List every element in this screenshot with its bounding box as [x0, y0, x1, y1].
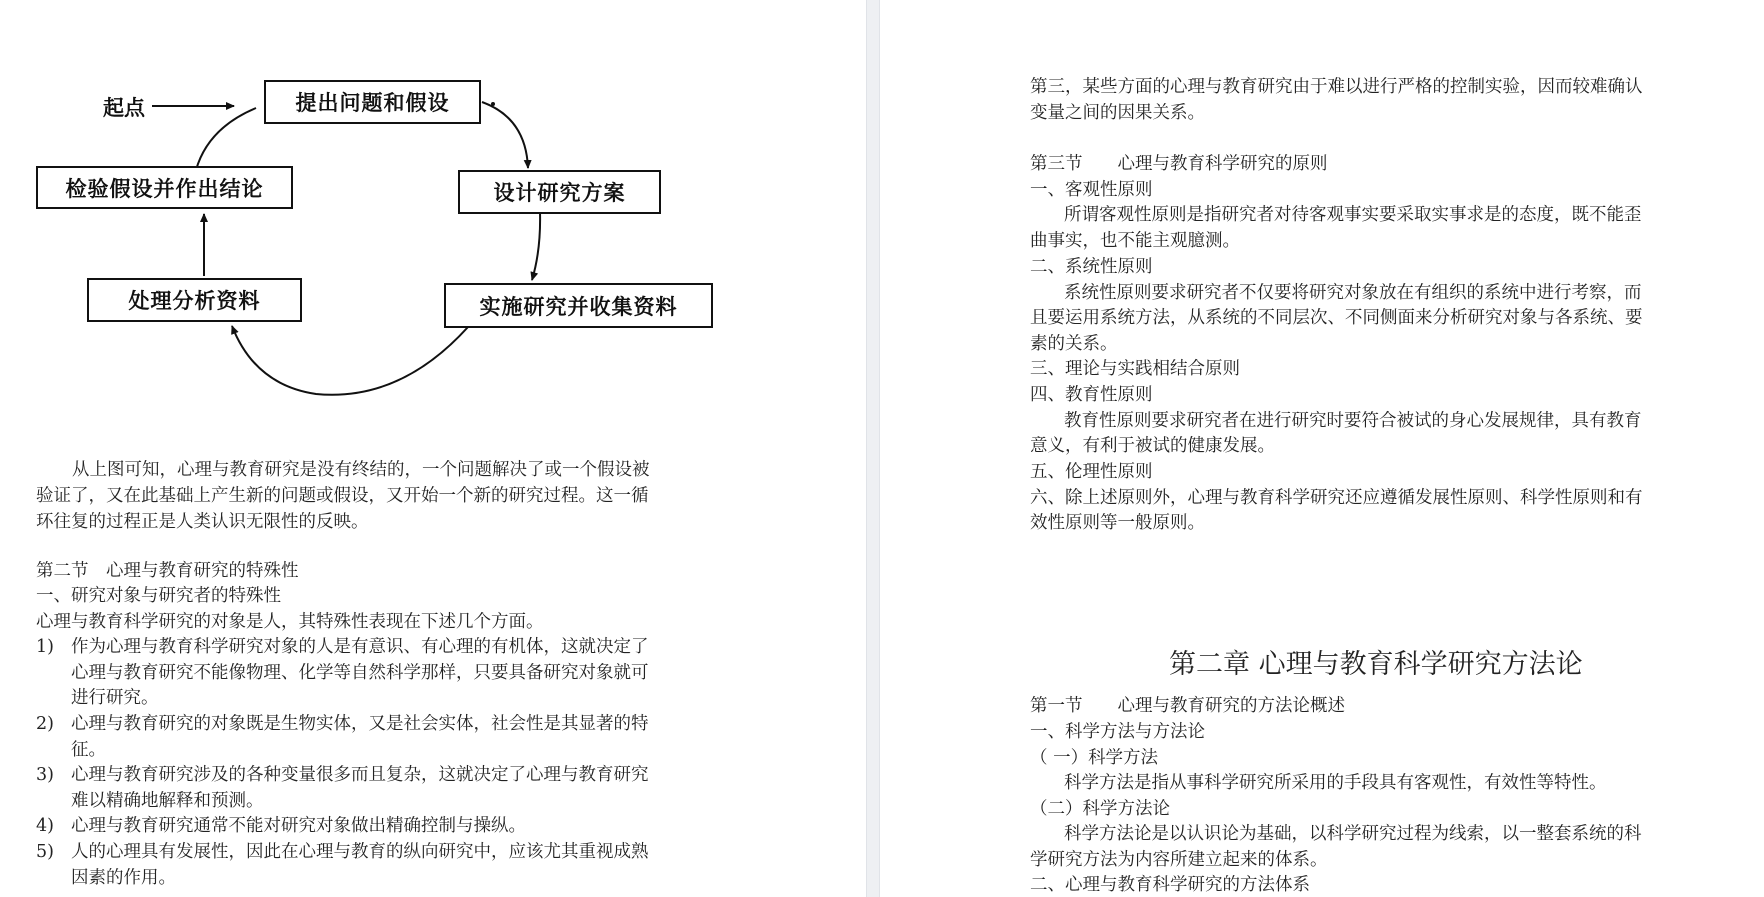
chapter-title: 第二章 心理与教育科学研究方法论 [1169, 649, 1583, 680]
principle-title: 四、教育性原则 [1030, 385, 1153, 405]
list-item-line: 进行研究。 [71, 688, 159, 708]
arrow-verify-to-question [196, 108, 256, 170]
list-item-line: 心理与教育研究涉及的各种变量很多而且复杂，这就决定了心理与教育研究 [71, 765, 649, 785]
list-number: 2) [36, 714, 54, 734]
section-title: 第二节 心理与教育研究的特殊性 [36, 561, 299, 581]
subsection-title: 一、研究对象与研究者的特殊性 [36, 586, 281, 606]
document-page-left [0, 0, 866, 897]
intro-text: 心理与教育科学研究的对象是人，其特殊性表现在下述几个方面。 [36, 612, 544, 632]
body-line: 教育性原则要求研究者在进行研究时要符合被试的身心发展规律，具有教育 [1064, 411, 1642, 431]
list-number: 4) [36, 816, 54, 836]
paragraph-line: 环往复的过程正是人类认识无限性的反映。 [36, 512, 369, 532]
page-separator [866, 0, 880, 897]
section-title: 第一节 心理与教育研究的方法论概述 [1030, 696, 1345, 716]
box-propose-question: 提出问题和假设 [264, 80, 481, 124]
list-item-line: 人的心理具有发展性，因此在心理与教育的纵向研究中，应该尤其重视成熟 [71, 842, 649, 862]
body-line: 系统性原则要求研究者不仅要将研究对象放在有组织的系统中进行考察，而 [1064, 283, 1642, 303]
diagram-arrows [0, 0, 866, 440]
subsection-title: （ 一）科学方法 [1030, 748, 1159, 768]
arrow-top-to-design [482, 102, 528, 168]
body-line: 变量之间的因果关系。 [1030, 103, 1205, 123]
arrow-design-to-implement [532, 212, 540, 280]
list-item-line: 难以精确地解释和预测。 [71, 791, 264, 811]
list-number: 5) [36, 842, 54, 862]
body-line: 学研究方法为内容所建立起来的体系。 [1030, 850, 1328, 870]
body-line: 效性原则等一般原则。 [1030, 513, 1205, 533]
box-design-plan: 设计研究方案 [458, 170, 661, 214]
research-cycle-diagram [0, 0, 866, 440]
principle-title: 三、理论与实践相结合原则 [1030, 359, 1240, 379]
body-line: 科学方法是指从事科学研究所采用的手段具有客观性，有效性等特性。 [1064, 773, 1607, 793]
body-line: 且要运用系统方法，从系统的不同层次、不同侧面来分析研究对象与各系统、要 [1030, 308, 1643, 328]
list-item-line: 心理与教育研究的对象既是生物实体，又是社会实体，社会性是其显著的特 [71, 714, 649, 734]
list-item-line: 心理与教育研究通常不能对研究对象做出精确控制与操纵。 [71, 816, 526, 836]
body-line: 六、除上述原则外，心理与教育科学研究还应遵循发展性原则、科学性原则和有 [1030, 488, 1643, 508]
box-analyze-data: 处理分析资料 [87, 278, 302, 322]
principle-title: 一、客观性原则 [1030, 180, 1153, 200]
list-number: 1) [36, 637, 54, 657]
body-line: 素的关系。 [1030, 334, 1118, 354]
paragraph-line: 从上图可知，心理与教育研究是没有终结的，一个问题解决了或一个假设被 [72, 460, 650, 480]
body-line: 科学方法论是以认识论为基础，以科学研究过程为线索，以一整套系统的科 [1064, 824, 1642, 844]
paragraph-line: 验证了，又在此基础上产生新的问题或假设，又开始一个新的研究过程。这一循 [36, 486, 649, 506]
subsection-title: （二）科学方法论 [1030, 799, 1170, 819]
start-label: 起点 [103, 96, 145, 120]
section-title: 第三节 心理与教育科学研究的原则 [1030, 154, 1328, 174]
box-implement-collect: 实施研究并收集资料 [444, 283, 713, 328]
principle-title: 五、伦理性原则 [1030, 462, 1153, 482]
body-line: 意义，有利于被试的健康发展。 [1030, 436, 1275, 456]
arrow-implement-to-analyze [232, 326, 468, 395]
body-line: 曲事实，也不能主观臆测。 [1030, 231, 1240, 251]
list-item-line: 征。 [71, 740, 106, 760]
list-item-line: 因素的作用。 [71, 868, 176, 888]
subsection-title: 一、科学方法与方法论 [1030, 722, 1205, 742]
body-line: 第三，某些方面的心理与教育研究由于难以进行严格的控制实验，因而较难确认 [1030, 77, 1643, 97]
subsection-title: 二、心理与教育科学研究的方法体系 [1030, 875, 1310, 895]
document-page-right [880, 0, 1764, 897]
list-item-line: 作为心理与教育科学研究对象的人是有意识、有心理的有机体，这就决定了 [71, 637, 649, 657]
principle-title: 二、系统性原则 [1030, 257, 1153, 277]
body-line: 所谓客观性原则是指研究者对待客观事实要采取实事求是的态度，既不能歪 [1064, 205, 1642, 225]
box-verify-conclude: 检验假设并作出结论 [36, 166, 293, 209]
list-number: 3) [36, 765, 54, 785]
list-item-line: 心理与教育研究不能像物理、化学等自然科学那样，只要具备研究对象就可 [71, 663, 649, 683]
